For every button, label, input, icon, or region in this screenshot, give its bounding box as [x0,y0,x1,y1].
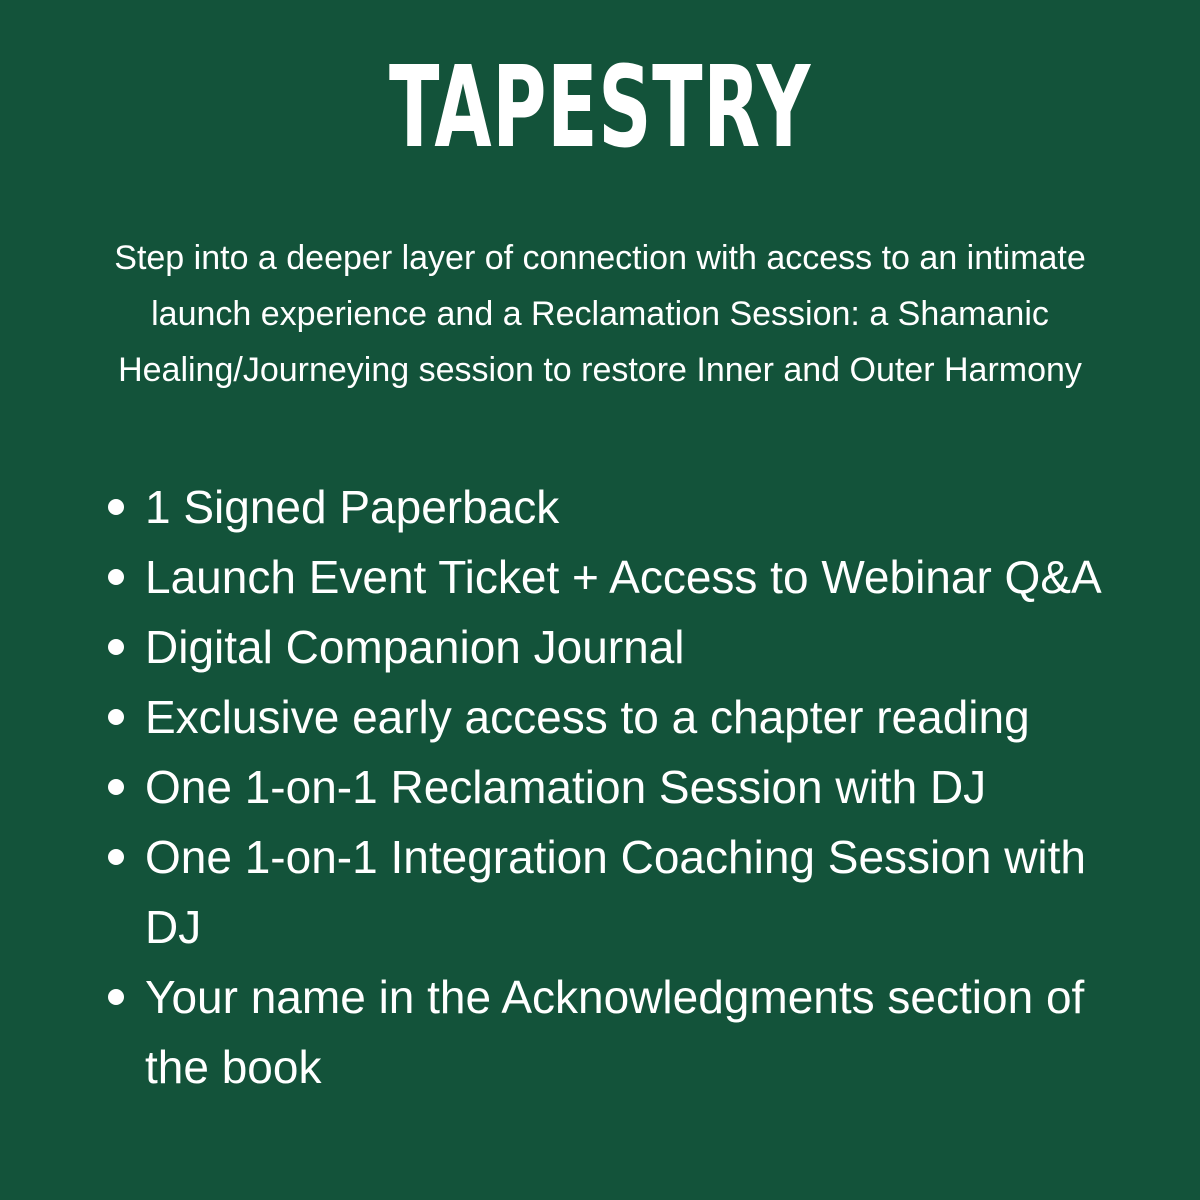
bullet-icon [108,989,124,1005]
benefit-item [100,682,1110,752]
bullet-icon [108,779,124,795]
benefit-text: Launch Event Ticket + Access to Webinar Q&A [145,551,1102,603]
benefit-item [100,752,1110,822]
benefit-item [100,542,1110,612]
benefit-item [100,472,1110,542]
benefits-list [100,472,1110,1102]
benefit-item [100,822,1110,962]
bullet-icon [108,499,124,515]
benefit-item [100,962,1110,1102]
benefit-item [100,612,1110,682]
bullet-icon [108,849,124,865]
benefit-text: One 1-on-1 Reclamation Session with DJ [145,761,987,813]
benefit-text: One 1-on-1 Integration Coaching Session with DJ [145,831,1087,953]
tier-description: Step into a deeper layer of connection with access to an intimate launch experience and a Reclamation Session: a Shamanic Healing/Journeying session to restore Inner and Outer Harmony [114,239,1086,389]
benefit-text: 1 Signed Paperback [145,481,560,533]
tier-title: TAPESTRY [389,43,811,173]
bullet-icon [108,569,124,585]
benefit-text: Digital Companion Journal [145,621,685,673]
benefit-text: Exclusive early access to a chapter reading [145,691,1030,743]
bullet-icon [108,709,124,725]
benefit-text: Your name in the Acknowledgments section of the book [145,971,1085,1093]
bullet-icon [108,639,124,655]
